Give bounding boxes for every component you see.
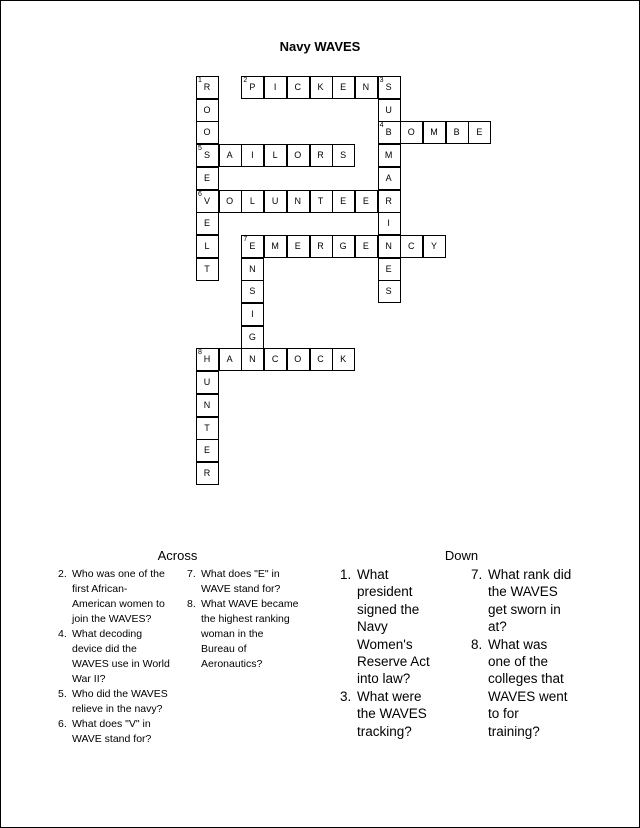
clue-text: Who was one of the first African-American women to join the WAVES? <box>72 568 165 625</box>
cell-number: 1 <box>198 77 202 84</box>
grid-cell <box>196 462 219 485</box>
cell-letter: Y <box>430 240 438 251</box>
cell-letter: E <box>203 172 211 183</box>
grid-cell <box>332 76 355 99</box>
grid-cell <box>468 121 491 144</box>
grid-cell <box>378 258 401 281</box>
down-clues-col1 <box>340 566 442 740</box>
clue-number: 5. <box>58 688 67 700</box>
grid-cell <box>196 348 219 371</box>
clue-item <box>471 636 573 740</box>
cell-letter: O <box>294 354 303 365</box>
cell-letter: R <box>203 467 212 478</box>
clue-item <box>340 566 442 688</box>
grid-cell <box>310 235 333 258</box>
grid-cell <box>196 394 219 417</box>
grid-cell <box>310 348 333 371</box>
grid-cell <box>219 190 242 213</box>
across-clues-col2 <box>187 567 299 672</box>
grid-cell <box>287 76 310 99</box>
grid-cell <box>423 235 446 258</box>
cell-letter: C <box>317 354 325 365</box>
cell-letter: S <box>385 82 393 92</box>
grid-cell <box>196 258 219 281</box>
cell-letter: T <box>317 195 325 206</box>
grid-cell <box>196 371 219 394</box>
cell-letter: I <box>251 309 255 319</box>
cell-letter: E <box>249 240 257 251</box>
cell-number: 6 <box>198 190 202 198</box>
cell-letter: O <box>203 127 212 138</box>
cell-letter: C <box>271 354 280 365</box>
cell-letter: U <box>385 104 393 115</box>
cell-letter: E <box>294 240 302 251</box>
cell-letter: N <box>249 263 257 274</box>
cell-letter: S <box>340 150 348 161</box>
cell-letter: U <box>203 377 212 388</box>
cell-number: 8 <box>198 349 202 357</box>
grid-cell <box>378 99 401 122</box>
grid-cell <box>264 235 287 258</box>
cell-letter: B <box>385 127 393 138</box>
grid-cell <box>287 144 310 167</box>
grid-cell <box>287 235 310 258</box>
cell-letter: N <box>203 399 212 410</box>
grid-cell <box>310 190 333 213</box>
across-clues-col1 <box>58 567 170 747</box>
grid-cell <box>196 99 219 122</box>
cell-letter: A <box>226 354 234 365</box>
grid-cell <box>378 190 401 213</box>
down-heading: Down <box>444 548 479 563</box>
cell-letter: U <box>271 195 280 206</box>
cell-number: 7 <box>243 235 248 243</box>
cell-letter: I <box>273 82 278 92</box>
grid-cell <box>241 76 264 99</box>
cell-number: 4 <box>379 122 384 130</box>
clue-text: Who did the WAVES relieve in the navy? <box>72 688 168 715</box>
grid-cell <box>196 439 219 462</box>
clue-text: What was one of the colleges that WAVES went to for training? <box>488 636 568 739</box>
clue-number: 7. <box>471 567 483 582</box>
grid-cell <box>378 280 401 303</box>
grid-cell <box>241 280 264 303</box>
cell-letter: A <box>385 172 393 183</box>
cell-letter: S <box>385 286 393 297</box>
grid-cell <box>378 167 401 190</box>
grid-cell <box>378 144 401 167</box>
clue-text: What does "E" in WAVE stand for? <box>201 568 281 595</box>
grid-cell <box>196 190 219 213</box>
clue-number: 1. <box>340 567 352 582</box>
cell-letter: V <box>203 195 211 206</box>
grid-cell <box>332 235 355 258</box>
grid-cell <box>196 212 219 235</box>
clue-number: 4. <box>58 628 67 640</box>
grid-cell <box>355 76 378 99</box>
cell-letter: K <box>340 354 348 365</box>
cell-letter: B <box>453 127 461 138</box>
cell-letter: E <box>340 195 348 206</box>
grid-cell <box>241 144 264 167</box>
cell-letter: M <box>384 150 394 161</box>
cell-letter: R <box>385 195 393 206</box>
clue-number: 6. <box>58 718 67 730</box>
grid-cell <box>241 235 264 258</box>
cell-letter: R <box>203 82 212 92</box>
cell-letter: E <box>340 82 348 92</box>
cell-letter: L <box>272 150 279 161</box>
grid-cell <box>196 417 219 440</box>
cell-letter: N <box>385 240 393 251</box>
cell-letter: P <box>249 82 257 92</box>
grid-cell <box>287 348 310 371</box>
grid-cell <box>423 121 446 144</box>
grid-cell <box>264 76 287 99</box>
clue-item <box>471 566 573 636</box>
clue-item <box>187 567 299 597</box>
cell-letter: O <box>226 195 235 206</box>
cell-letter: E <box>203 218 211 229</box>
puzzle-title: Navy WAVES <box>279 39 361 54</box>
cell-number: 2 <box>243 77 248 84</box>
cell-letter: E <box>362 240 370 251</box>
cell-letter: N <box>294 195 303 206</box>
cell-letter: O <box>203 104 212 115</box>
cell-letter: A <box>226 150 234 161</box>
cell-number: 5 <box>198 145 202 153</box>
clue-item <box>58 717 170 747</box>
grid-cell <box>446 121 469 144</box>
grid-cell <box>332 144 355 167</box>
cell-letter: N <box>249 354 257 365</box>
cell-letter: I <box>387 218 391 229</box>
clue-number: 2. <box>58 568 67 580</box>
down-clues-col2 <box>471 566 573 740</box>
clue-item <box>58 687 170 717</box>
cell-letter: O <box>407 127 416 138</box>
grid-cell <box>196 144 219 167</box>
clue-item <box>58 627 170 687</box>
grid-cell <box>241 303 264 326</box>
clue-item <box>187 597 299 672</box>
cell-letter: H <box>203 354 212 365</box>
clue-text: What were the WAVES tracking? <box>357 688 427 739</box>
clue-item <box>58 567 170 627</box>
cell-number: 3 <box>379 77 384 84</box>
clue-text: What rank did the WAVES get sworn in at? <box>488 567 572 635</box>
grid-cell <box>378 212 401 235</box>
clue-text: What decoding device did the WAVES use in World War II? <box>72 628 170 685</box>
cell-letter: G <box>339 240 348 251</box>
grid-cell <box>219 348 242 371</box>
grid-cell <box>264 190 287 213</box>
cell-letter: C <box>408 240 416 251</box>
clue-text: What WAVE became the highest ranking woman in the Bureau of Aeronautics? <box>201 598 299 670</box>
grid-cell <box>241 258 264 281</box>
grid-cell <box>241 326 264 349</box>
grid-cell <box>310 144 333 167</box>
cell-letter: S <box>249 286 257 297</box>
cell-letter: E <box>385 263 393 274</box>
clue-number: 7. <box>187 568 196 580</box>
cell-letter: T <box>204 263 211 274</box>
cell-letter: C <box>294 82 303 92</box>
grid-cell <box>355 235 378 258</box>
cell-letter: O <box>294 150 303 161</box>
across-heading: Across <box>157 548 198 563</box>
cell-letter: R <box>317 150 325 161</box>
cell-letter: E <box>362 195 370 206</box>
cell-letter: S <box>203 150 211 161</box>
clue-number: 8. <box>471 636 483 652</box>
grid-cell <box>241 348 264 371</box>
grid-cell <box>332 348 355 371</box>
grid-cell <box>264 348 287 371</box>
grid-cell <box>196 235 219 258</box>
cell-letter: T <box>204 422 211 433</box>
cell-letter: L <box>249 195 256 206</box>
cell-letter: E <box>203 445 211 456</box>
cell-letter: I <box>251 150 255 161</box>
cell-letter: M <box>430 127 439 138</box>
grid-cell <box>400 121 423 144</box>
cell-letter: G <box>248 331 257 342</box>
clue-text: What president signed the Navy Women's Reserve Act into law? <box>357 567 430 687</box>
cell-letter: E <box>476 127 484 138</box>
grid-cell <box>378 76 401 99</box>
cell-letter: M <box>271 240 280 251</box>
clue-number: 3. <box>340 688 352 704</box>
grid-cell <box>310 76 333 99</box>
grid-cell <box>378 121 401 144</box>
clue-item <box>340 688 442 740</box>
clue-number: 8. <box>187 598 196 610</box>
grid-cell <box>196 121 219 144</box>
grid-cell <box>332 190 355 213</box>
grid-cell <box>196 76 219 99</box>
grid-cell <box>264 144 287 167</box>
cell-letter: N <box>362 82 371 92</box>
grid-cell <box>355 190 378 213</box>
cell-letter: R <box>317 240 325 251</box>
grid-cell <box>241 190 264 213</box>
grid-cell <box>287 190 310 213</box>
cell-letter: K <box>317 82 325 92</box>
grid-cell <box>378 235 401 258</box>
grid-cell <box>196 167 219 190</box>
clue-text: What does "V" in WAVE stand for? <box>72 718 152 745</box>
cell-letter: L <box>204 240 211 251</box>
grid-cell <box>400 235 423 258</box>
grid-cell <box>219 144 242 167</box>
